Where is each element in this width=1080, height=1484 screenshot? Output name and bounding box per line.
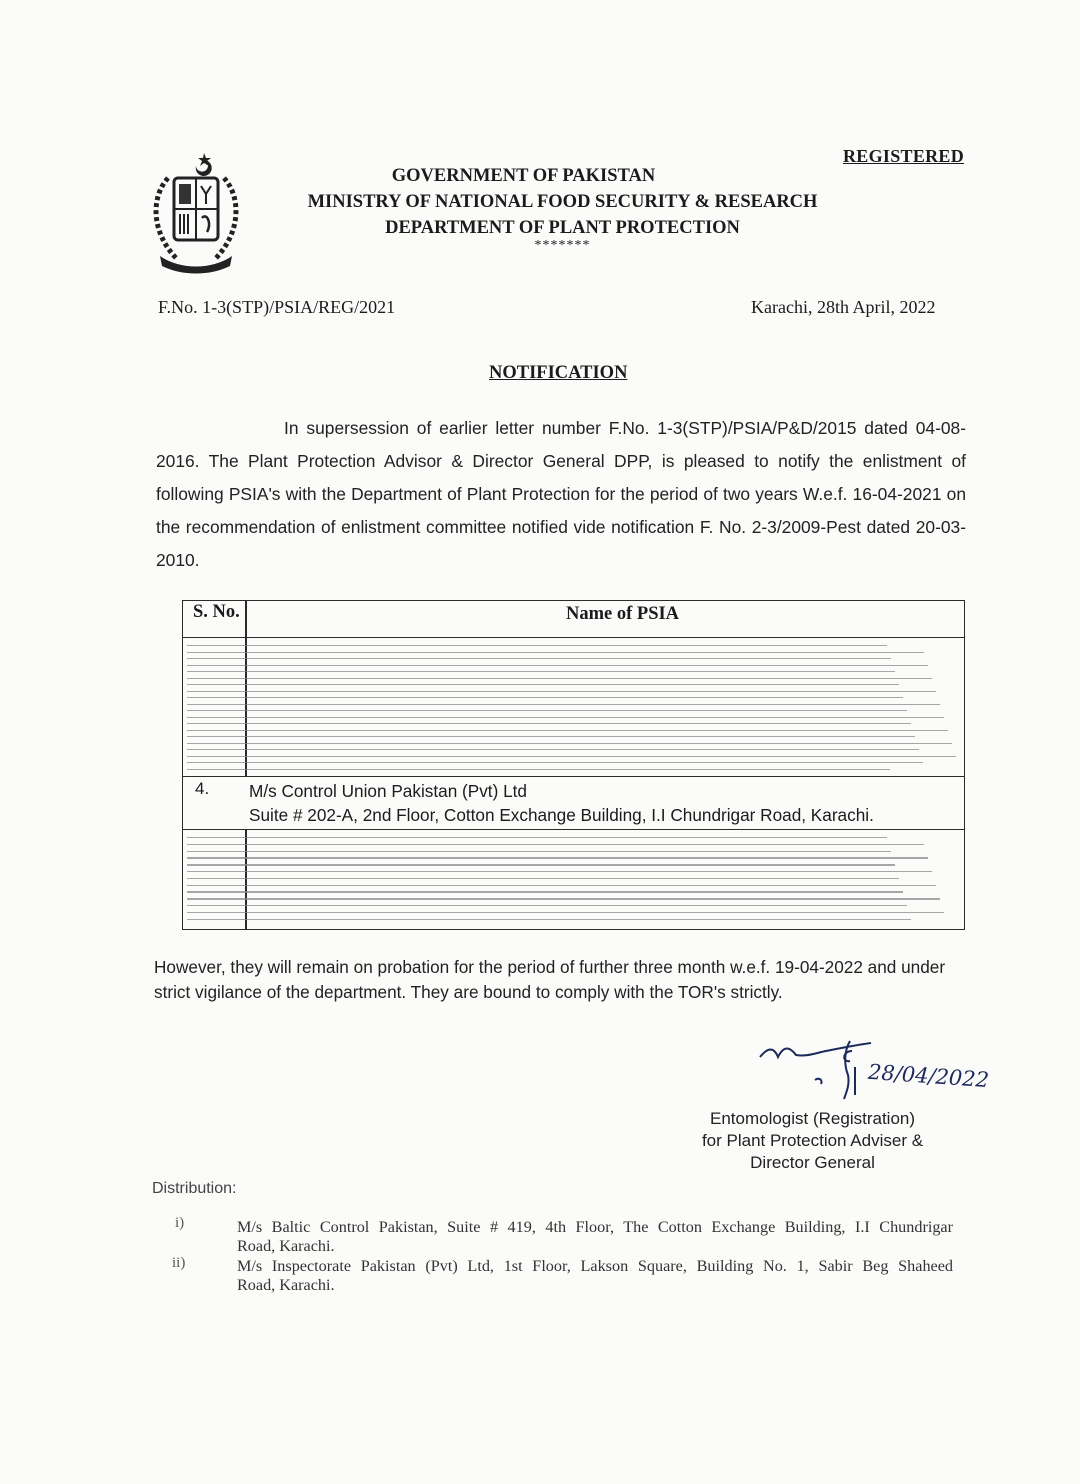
psia-name: M/s Control Union Pakistan (Pvt) Ltd: [249, 781, 527, 801]
distribution-label: Distribution:: [152, 1180, 237, 1197]
redacted-line: [187, 891, 903, 892]
list-item: [237, 1218, 953, 1256]
redacted-line: [187, 749, 919, 750]
redacted-line: [187, 885, 936, 886]
redacted-rows-top: [183, 641, 964, 773]
registered-label: REGISTERED: [843, 146, 965, 166]
signature-date: 28/04/2022: [867, 1059, 990, 1093]
redacted-line: [187, 864, 895, 865]
redacted-line: [187, 736, 915, 737]
redacted-line: [187, 723, 911, 724]
signatory-line2: for Plant Protection Adviser &: [701, 1131, 924, 1150]
government-title: GOVERNMENT OF PAKISTAN: [391, 166, 656, 186]
redacted-rows-bottom: [183, 833, 964, 925]
redacted-line: [187, 743, 952, 744]
distribution-line: Road, Karachi.: [237, 1237, 335, 1255]
distribution-line: M/s Baltic Control Pakistan, Suite # 419, 4th Floor, The Cotton Exchange Building, I.I Chundrigar: [237, 1218, 953, 1236]
redacted-line: [187, 671, 895, 672]
psia-address: Suite # 202-A, 2nd Floor, Cotton Exchange Building, I.I Chundrigar Road, Karachi.: [249, 805, 874, 825]
signatory-title: Entomologist (Registration): [709, 1109, 916, 1128]
distribution-number: ii): [172, 1255, 186, 1271]
redacted-line: [187, 919, 911, 920]
department-title: DEPARTMENT OF PLANT PROTECTION: [385, 218, 740, 238]
notification-title: NOTIFICATION: [489, 363, 628, 383]
probation-paragraph: However, they will remain on probation for the period of further three month w.e.f. 19-04-2022 and under strict vigilance of the department. They are bound to comply with the TOR's strictly.: [154, 957, 946, 1002]
distribution-number: i): [175, 1215, 185, 1231]
redacted-line: [187, 652, 924, 653]
redacted-line: [187, 851, 891, 852]
redacted-line: [187, 697, 903, 698]
redacted-line: [187, 645, 887, 646]
stars-divider: *******: [534, 238, 591, 253]
redacted-line: [187, 710, 907, 711]
redacted-line: [187, 912, 944, 913]
header-sno: S. No.: [193, 602, 240, 622]
redacted-line: [187, 844, 924, 845]
distribution-line: M/s Inspectorate Pakistan (Pvt) Ltd, 1st Floor, Lakson Square, Building No. 1, Sabir Beg Shaheed: [237, 1257, 953, 1275]
redacted-line: [187, 691, 936, 692]
place-date: Karachi, 28th April, 2022: [751, 297, 936, 317]
file-number: F.No. 1-3(STP)/PSIA/REG/2021: [158, 297, 396, 317]
redacted-line: [187, 717, 944, 718]
signature-block: [690, 1108, 935, 1174]
redacted-line: [187, 837, 887, 838]
ministry-title: MINISTRY OF NATIONAL FOOD SECURITY & RESEARCH: [307, 192, 818, 212]
redacted-line: [187, 905, 907, 906]
distribution-line: Road, Karachi.: [237, 1276, 335, 1294]
redacted-line: [187, 857, 928, 858]
redacted-line: [187, 871, 932, 872]
list-item: [237, 1257, 953, 1295]
redacted-line: [187, 658, 891, 659]
redacted-line: [187, 684, 899, 685]
redacted-line: [187, 762, 923, 763]
redacted-line: [187, 878, 899, 879]
row-sno: 4.: [195, 779, 210, 798]
table-header: [183, 601, 964, 638]
body-paragraph: In supersession of earlier letter number F.No. 1-3(STP)/PSIA/P&D/2015 dated 04-08-2016. The Plant Protection Advisor & Director General DPP, is pleased to notify the enlistment of following PSIA's with the Department of Plant Protection for the period of two years W.e.f. 16-04-2021 on the recommendation of enlistment committee notified vide notification F. No. 2-3/2009-Pest dated 20-03-2010.: [156, 418, 966, 570]
redacted-line: [187, 730, 948, 731]
redacted-line: [187, 704, 940, 705]
table-row: [183, 776, 964, 830]
redacted-line: [187, 678, 932, 679]
row-name: [249, 779, 874, 827]
redacted-line: [187, 769, 890, 770]
header-name: Name of PSIA: [566, 604, 680, 624]
redacted-line: [187, 665, 928, 666]
redacted-line: [187, 756, 956, 757]
letterhead-title: [290, 163, 835, 253]
signatory-line3: Director General: [750, 1153, 875, 1172]
psia-table: [182, 600, 965, 930]
redacted-line: [187, 898, 940, 899]
